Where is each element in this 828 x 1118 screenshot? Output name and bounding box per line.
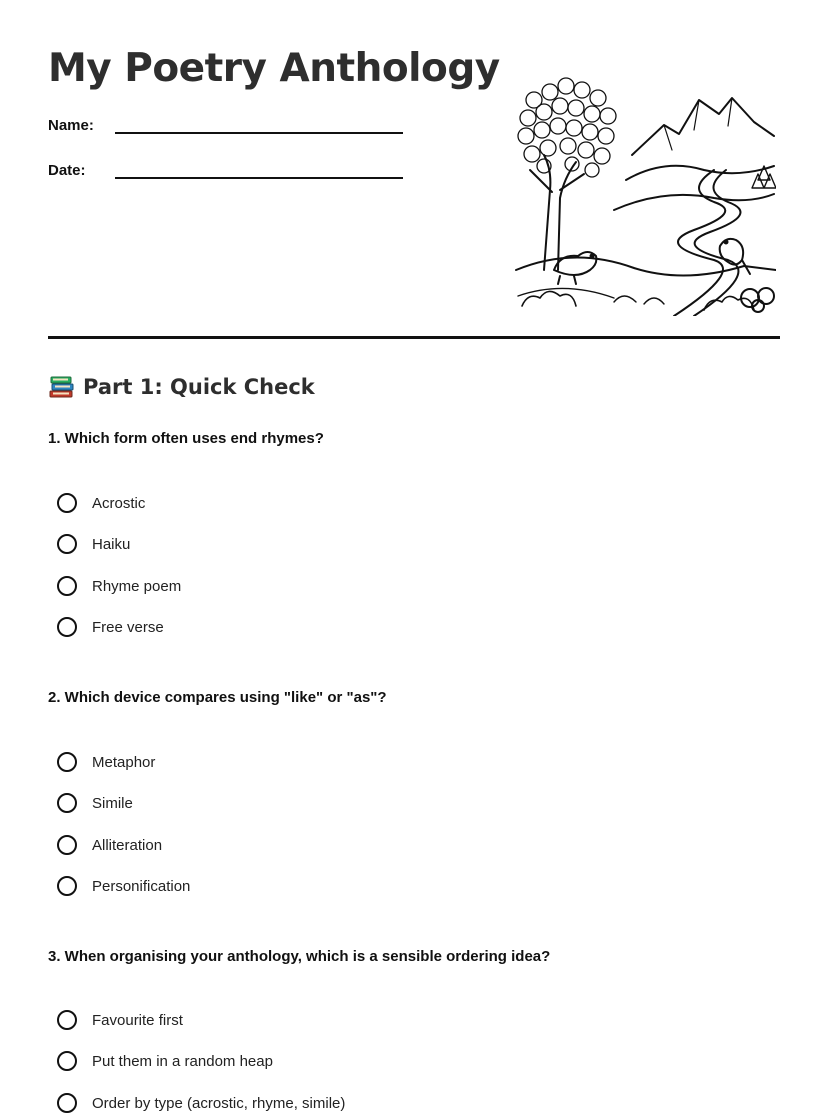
option-label: Rhyme poem xyxy=(92,577,182,595)
name-write-line[interactable] xyxy=(115,118,403,134)
q2-option-alliteration[interactable] xyxy=(57,832,162,858)
question-1: 1. Which form often uses end rhymes? xyxy=(48,430,324,447)
option-label: Free verse xyxy=(92,618,164,636)
radio-button[interactable] xyxy=(57,576,77,596)
radio-button[interactable] xyxy=(57,534,77,554)
option-label: Favourite first xyxy=(92,1011,183,1029)
radio-button[interactable] xyxy=(57,1051,77,1071)
radio-button[interactable] xyxy=(57,876,77,896)
header-divider xyxy=(48,336,780,339)
option-label: Metaphor xyxy=(92,753,156,771)
page-title: My Poetry Anthology xyxy=(48,46,500,91)
q3-option-favourite-first[interactable] xyxy=(57,1007,183,1033)
option-label: Personification xyxy=(92,877,191,895)
q1-option-rhyme-poem[interactable] xyxy=(57,573,181,599)
radio-button[interactable] xyxy=(57,752,77,772)
radio-button[interactable] xyxy=(57,835,77,855)
option-label: Order by type (acrostic, rhyme, simile) xyxy=(92,1094,346,1112)
option-label: Haiku xyxy=(92,535,131,553)
books-icon xyxy=(48,374,75,400)
radio-button[interactable] xyxy=(57,1010,77,1030)
option-label: Alliteration xyxy=(92,836,163,854)
q1-option-acrostic[interactable] xyxy=(57,490,145,516)
section-title: Part 1: Quick Check xyxy=(83,375,315,399)
radio-button[interactable] xyxy=(57,1093,77,1113)
option-label: Put them in a random heap xyxy=(92,1052,273,1070)
option-label: Acrostic xyxy=(92,494,146,512)
landscape-illustration xyxy=(514,70,776,316)
section-heading xyxy=(48,374,315,400)
q2-option-personification[interactable] xyxy=(57,873,190,899)
date-field xyxy=(48,162,403,179)
radio-button[interactable] xyxy=(57,493,77,513)
option-label: Simile xyxy=(92,794,133,812)
radio-button[interactable] xyxy=(57,617,77,637)
date-label: Date: xyxy=(48,162,86,179)
question-3: 3. When organising your anthology, which is a sensible ordering idea? xyxy=(48,948,551,965)
name-label: Name: xyxy=(48,117,94,134)
q2-option-simile[interactable] xyxy=(57,790,133,816)
name-field xyxy=(48,117,403,134)
question-2: 2. Which device compares using "like" or "as"? xyxy=(48,689,387,706)
radio-button[interactable] xyxy=(57,793,77,813)
q3-option-random-heap[interactable] xyxy=(57,1048,273,1074)
q2-option-metaphor[interactable] xyxy=(57,749,155,775)
q1-option-haiku[interactable] xyxy=(57,531,130,557)
q3-option-order-by-type[interactable] xyxy=(57,1090,345,1116)
date-write-line[interactable] xyxy=(115,163,403,179)
q1-option-free-verse[interactable] xyxy=(57,614,164,640)
